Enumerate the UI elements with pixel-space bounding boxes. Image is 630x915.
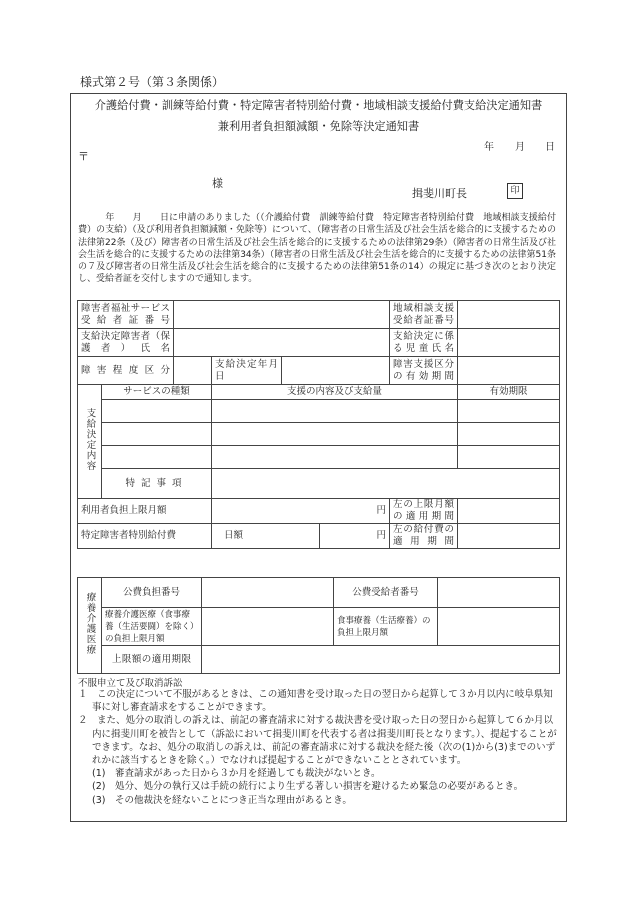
decision-person-name-label: 支給決定障害者（保護者）氏名 (78, 329, 174, 357)
service-recipient-number-boxes[interactable] (174, 301, 390, 329)
limit-period-label: 上限額の適用期限 (102, 646, 202, 674)
appeal-note-item: １ この決定について不服があるときは、この通知書を受け取った日の翌日から起算して３か月以内に岐阜県知事に対し審査請求をすることができます。 (78, 689, 553, 714)
public-recipient-number-label: 公費受給者番号 (334, 578, 438, 608)
decision-table (77, 300, 560, 549)
limit-period-field[interactable] (202, 646, 560, 674)
period-row-2[interactable] (458, 423, 560, 446)
special-benefit-yen[interactable]: 円 (320, 524, 390, 549)
appeal-notes-list (78, 688, 558, 807)
meal-limit-label: 食事療養（生活療養）の負担上限月額 (334, 608, 438, 646)
medical-care-label: 療養介護医療 (84, 592, 96, 655)
public-recipient-number-boxes[interactable] (438, 578, 560, 608)
benefit-period-field[interactable] (458, 524, 560, 549)
appeal-note-subitem: (3) その他裁決を経ないことにつき正当な理由があるとき。 (92, 794, 352, 806)
appeal-notes-title: 不服申立て及び取消訴訟 (78, 678, 183, 689)
service-recipient-number-label: 障害者福祉サービス受給者証番号 (78, 301, 174, 329)
public-burden-number-label: 公費負担番号 (102, 578, 202, 608)
valid-period-header: 有効期限 (458, 385, 560, 400)
child-name-field[interactable] (458, 329, 560, 357)
special-notes-label: 特記事項 (102, 469, 212, 499)
appeal-note-item: ２ また、処分の取消しの訴えは、前記の審査請求に対する裁決書を受け取った日の翌日から起算して６か月以内に揖斐川町を被告として（訴訟において揖斐川町を代表する者は揖斐川町長となります。）、提起することができます。なお、処分の取消しの訴えは、前記の審査請求に対する裁決を経た後（次の(1)から(3)までのいずれかに該当するときを除く。）でなければ提起することができないこととされています。 (78, 715, 557, 767)
benefit-period-label: 左の給付費の適用期間 (390, 524, 458, 549)
regional-recipient-number-label: 地域相談支援受給者証番号 (390, 301, 458, 329)
limit-amount-label: 利用者負担上限月額 (78, 499, 212, 524)
period-row-3[interactable] (458, 446, 560, 469)
limit-period-label: 左の上限月額の適用期間 (390, 499, 458, 524)
special-notes-field[interactable] (212, 469, 560, 499)
service-row-3[interactable] (102, 446, 212, 469)
medical-limit-field[interactable] (202, 608, 334, 646)
limit-amount-yen[interactable]: 円 (212, 499, 390, 524)
appeal-note-subitem: (2) 処分、処分の執行又は手続の続行により生ずる著しい損害を避けるため緊急の必要があるとき。 (92, 781, 524, 793)
period-row-1[interactable] (458, 400, 560, 423)
regional-recipient-number-boxes[interactable] (458, 301, 560, 329)
support-period-label: 障害支援区分の有効期間 (390, 357, 458, 385)
document-subtitle: 兼利用者負担額減額・免除等決定通知書 (217, 120, 420, 133)
decision-date-label: 支給決定年月日 (212, 357, 282, 385)
meal-limit-field[interactable] (438, 608, 560, 646)
date-month-label: 月 (515, 142, 525, 153)
medical-care-section (78, 578, 102, 674)
public-burden-number-boxes[interactable] (202, 578, 334, 608)
child-name-label: 支給決定に係る児童氏名 (390, 329, 458, 357)
service-row-2[interactable] (102, 423, 212, 446)
document-title: 介護給付費・訓練等給付費・特定障害者特別給付費・地域相談支援給付費支給決定通知書 (94, 99, 543, 112)
issuer-mayor: 揖斐川町長 (412, 187, 467, 200)
decision-date-field[interactable] (282, 357, 390, 385)
form-number-label: 様式第２号（第３条関係） (80, 75, 225, 89)
honorific-sama: 様 (212, 177, 223, 190)
disability-level-label: 障害程度区分 (78, 357, 174, 385)
appeal-note-subitem: (1) 審査請求があった日から３か月を経過しても裁決がないとき。 (92, 768, 381, 780)
content-row-3[interactable] (212, 446, 458, 469)
seal-icon: 印 (507, 183, 523, 199)
medical-care-table (77, 577, 560, 674)
service-type-header: サービスの種類 (102, 385, 212, 400)
limit-period-field[interactable] (458, 499, 560, 524)
date-year-label: 年 (484, 142, 494, 153)
content-row-2[interactable] (212, 423, 458, 446)
support-period-field[interactable] (458, 357, 560, 385)
content-row-1[interactable] (212, 400, 458, 423)
date-day-label: 日 (545, 142, 555, 153)
decision-content-section (78, 385, 102, 499)
medical-limit-label: 療養介護医療（食事療養（生活要闘）を除く）の負担上限月額 (102, 608, 202, 646)
decision-person-name-field[interactable] (174, 329, 390, 357)
disability-level-field[interactable] (174, 357, 212, 385)
special-benefit-label: 特定障害者特別給付費 (78, 524, 212, 549)
special-benefit-daily-label: 日額 (212, 524, 320, 549)
support-content-header: 支援の内容及び支給量 (212, 385, 458, 400)
decision-content-label: 支給決定内容 (84, 408, 96, 471)
notice-body-text: 年 月 日に申請のありました（（介護給付費 訓練等給付費 特定障害者特別給付費 地域相談支援給付費）の支給）（及び利用者負担額減額・免除等）について、（障害者の日常生活及び社会生活を総合的に支援するための法律第22条（及び）障害者の日常生活及び社会生活を総合的に支援するための法律第29条）（障害者の日常生活及び社会生活を総合的に支援するための法律第34条）（障害者の日常生活及び社会生活を総合的に支援するための法律第51条の７及び障害者の日常生活及び社会生活を総合的に支援するための法律第51条の14）の規定に基づき次のとおり決定し、受給者証を交付しますので通知します。 (78, 213, 556, 285)
service-row-1[interactable] (102, 400, 212, 423)
postal-mark: 〒 (78, 150, 89, 163)
